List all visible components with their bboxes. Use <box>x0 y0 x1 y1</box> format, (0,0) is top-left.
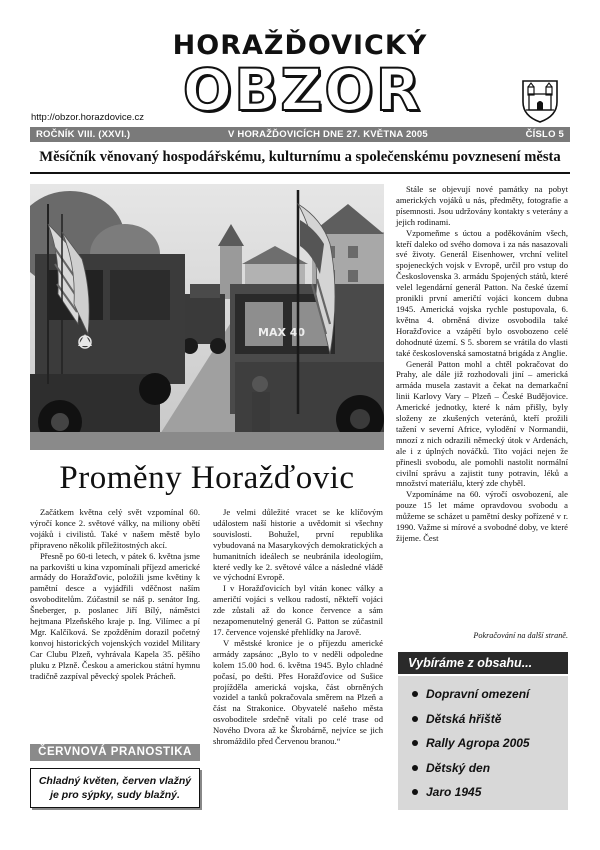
toc-item-label: Jaro 1945 <box>426 785 482 800</box>
article-column-1 <box>30 507 200 682</box>
town-coat-of-arms-icon <box>520 78 560 124</box>
issue-number: ČÍSLO 5 <box>525 129 564 140</box>
front-page-photo <box>30 184 384 450</box>
newspaper-subtitle: Měsíčník věnovaný hospodářskému, kulturnímu a společenskému povznesení města <box>39 149 561 165</box>
toc-title: Vybíráme z obsahu... <box>398 652 568 674</box>
bullet-icon <box>412 765 418 771</box>
issue-meta-bar <box>30 127 570 142</box>
toc-box <box>398 676 568 810</box>
pranostika-line-1: Chladný květen, červen vlažný <box>38 775 192 787</box>
bullet-icon <box>412 740 418 746</box>
pranostika-line-2: je pro sýpky, sudy blažný. <box>50 789 180 801</box>
toc-item[interactable] <box>398 756 568 781</box>
header-divider <box>30 172 570 174</box>
article-paragraph: Vzpomeňme s úctou a poděkováním všech, kteří daleko od svého domova i za nás nasazovali své životy. Generál Eisenhower, vrchní velitel spojeneckých vojsk v Evropě, určil pro vstup do Československa 3. armádu Spojených států, které velel legendární generál Patton. Na české území pronikli první američtí vojáci koncem dubna 1945. Americká vojska rychle postupovala, 6. května 4. obrněná divize osvobodila také Horažďovice a vzápětí bylo osvobozeno celé dohodnuté území. S 5. sborem se vrátila do vlasti také československá samostatná brigáda z Anglie. <box>396 227 568 358</box>
toc-item[interactable] <box>398 731 568 756</box>
toc-item[interactable] <box>398 780 568 805</box>
masthead-top-title: HORAŽĎOVICKÝ <box>172 30 428 61</box>
article-paragraph: Začátkem května celý svět vzpomínal 60. výročí konce 2. světové války, na miliony obětí vojáků i civilistů. Také v našem městě bylo připraveno několik příležitostných akcí. <box>30 507 200 550</box>
article-paragraph: Přesně po 60-ti letech, v pátek 6. května jsme na parkovišti u kina vzpomínali příjezd americké armády do Horažďovic, položili jsme květiny k pamětní desce a vyjádřili vděčnost naším osvoboditelům. Zúčastnil se náš p. senátor Ing. Šneberger, p. poslanec Jiří Bílý, náměstci hejtmana Plzeňského kraje p. Ing. Vilímec a pí Mgr. Kalčíková. Se zpožděním dorazil početný konvoj historických vojenských vozidel Military Car Clubu Plzeň, vyhrávala Kapela 35. pěšího pluku z Plzně. Českou a americkou státní hymnu tradičně zazpíval pěvecký spolek Prácheň. <box>30 550 200 681</box>
bullet-icon <box>412 716 418 722</box>
continue-note: Pokračování na další straně. <box>473 631 568 640</box>
pranostika-title: ČERVNOVÁ PRANOSTIKA <box>30 744 200 761</box>
article-column-3 <box>396 184 568 544</box>
toc-item[interactable] <box>398 682 568 707</box>
masthead-main-title: OBZOR <box>182 56 423 124</box>
article-paragraph: Vzpomínáme na 60. výročí osvobození, ale pouze 15 let máme opravdovou svobodu a můžeme se scházet u pamětní desky pořízené v r. 1990. Važme si mírové a svobodné doby, ve které žijeme. Čest <box>396 489 568 543</box>
bullet-icon <box>412 789 418 795</box>
main-headline: Proměny Horažďovic <box>59 460 355 496</box>
article-paragraph: I v Horažďovicích byl vítán konec války a američtí vojáci s velkou radostí, někteří vojáci zde zůstali až do konce července a sám nezapomenutelný generál G. Patton se zúčastnil 17. července vojenské přehlídky na Jarově. <box>213 583 383 637</box>
article-paragraph: Je velmi důležité vracet se ke klíčovým událostem naší historie a uvědomit si všechny souvislosti. Bohužel, první republika vybudovaná na Masarykových demokratických a humanitních ideálech se neubránila ideologiím, které vedly ke 2. světové válce a následné vládě ve východní Evropě. <box>213 507 383 583</box>
website-url[interactable]: http://obzor.horazdovice.cz <box>31 112 145 123</box>
article-column-2 <box>213 507 383 747</box>
volume-label: ROČNÍK VIII. (XXVI.) <box>36 129 131 140</box>
article-paragraph: V městské kronice je o příjezdu americké armády zapsáno: „Bylo to v neděli odpoledne kolem 15.00 hod. 6. května 1945. Bylo chladné počasí, po dešti. Přes Horažďovice od Sušice projížděla americká vojska, část obrněných vozidel a tanků pokračovala směrem na Plzeň a část na Strakonice. Obyvatelé našeho města osvoboditele srdečně vítali po celé trase od Nového Dvora až ke Škrobárně, nejvíce se jich shromáždilo před Červenou branou.“ <box>213 637 383 747</box>
article-paragraph: Generál Patton mohl a chtěl pokračovat do Prahy, ale dále již rozhodovali jiní – americká armáda musela zastavit a čekat na demarkační linii Karlovy Vary – Plzeň – České Budějovice. Americké jednotky, které k nám přišly, byly složeny ze zkušených veteránů, kteří prožili tažení v severní Africe, vylodění v Normandii, mnozí z nich odrazili německý útok v Ardenách, ale i z úplných nováčků. Tito vojáci nejen že přinesli svobodu, ale pomohli nastolit normální civilní správu a zajistit tuny potravin, léků a množství materiálu, který zde chyběl. <box>396 358 568 489</box>
toc-item-label: Dětská hřiště <box>426 711 502 726</box>
jeep-marking: MAX 40 <box>258 326 306 339</box>
article-paragraph: Stále se objevují nové památky na pobyt amerických vojáků u nás, předměty, fotografie a písemnosti. Jsou udržovány kontakty s veterány a jejich rodinami. <box>396 184 568 227</box>
toc-item-label: Dětský den <box>426 760 491 775</box>
toc-item[interactable] <box>398 707 568 732</box>
toc-item-label: Dopravní omezení <box>426 687 530 702</box>
issue-date: V HORAŽĎOVICÍCH DNE 27. KVĚTNA 2005 <box>228 129 428 140</box>
pranostika-box <box>30 768 200 808</box>
bullet-icon <box>412 691 418 697</box>
toc-item-label: Rally Agropa 2005 <box>426 736 530 751</box>
